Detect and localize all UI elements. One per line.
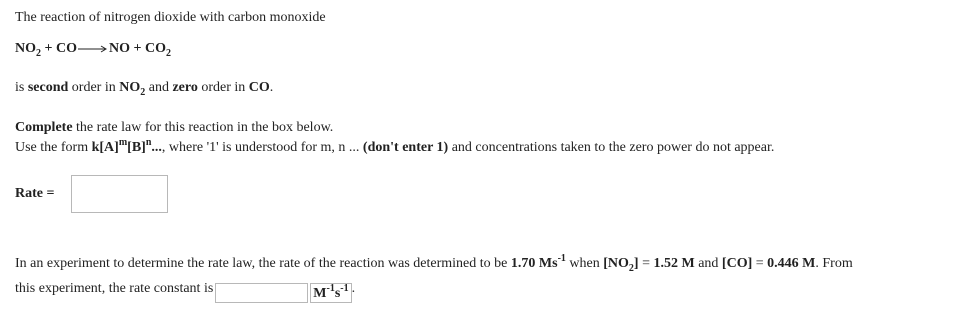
no2-concentration: $[NO_2]$ (603, 256, 639, 274)
order-statement: is second order in $NO_2$ and zero order in CO. (15, 80, 274, 98)
form-instruction: Use the form $k[A]^m[B]^n$..., where '1' is understood for m, n ... (don't enter 1) and concentrations taken to the zero power do not appear. (15, 137, 775, 155)
order-no2: $NO_2$ (119, 80, 146, 98)
complete-instruction: Complete the rate law for this reaction in the box below. (15, 120, 334, 135)
product-co2: $CO_2$ (144, 41, 171, 59)
rate-constant-line: this experiment, the rate constant is $M^{-1}s^{-1}$ . (15, 281, 356, 301)
co-concentration: [CO] (721, 256, 753, 271)
co-value: 0.446 M (767, 256, 816, 271)
reaction-equation (15, 40, 171, 58)
rate-constant-input[interactable] (215, 283, 308, 303)
order-second: second (27, 80, 69, 95)
dont-enter-note: (don't enter 1) (362, 140, 449, 155)
experiment-text: In an experiment to determine the rate law, the rate of the reaction was determined to be 1.70 $Ms^{-1}$ when $[NO_2] = 1.52$ M and [CO] = 0.446 M. From (15, 253, 853, 274)
reactant-co: CO (55, 41, 77, 56)
plus-sign: + (133, 41, 142, 56)
rate-law-form: $k[A]^m[B]^n$... (91, 137, 162, 155)
reactant-no2: $NO_2$ (15, 41, 41, 59)
rate-constant-unit: $M^{-1}s^{-1}$ (310, 283, 351, 303)
rate-label: Rate = (15, 186, 55, 201)
rate-value: 1.70 $Ms^{-1}$ (510, 253, 566, 271)
product-no: NO (108, 41, 130, 56)
reaction-arrow-icon (78, 44, 108, 54)
order-zero: zero (172, 80, 198, 95)
intro-text: The reaction of nitrogen dioxide with carbon monoxide (15, 10, 326, 25)
rate-law-input[interactable] (71, 175, 168, 213)
order-co: CO (248, 80, 270, 95)
no2-value: 1.52 M (653, 256, 695, 271)
plus-sign: + (44, 41, 53, 56)
